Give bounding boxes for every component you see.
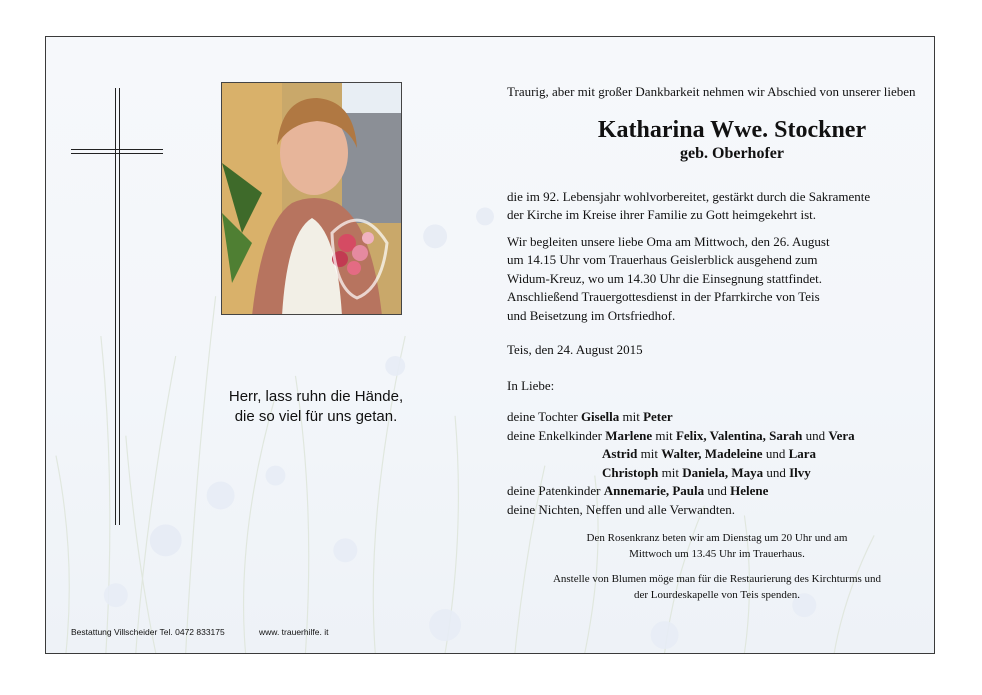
rosary-note (507, 530, 927, 562)
paragraph-line: Widum-Kreuz, wo um 14.30 Uhr die Einsegnung stattfindet. (507, 270, 823, 286)
deceased-name: Katharina Wwe. Stockner (597, 116, 867, 143)
note-line: Mittwoch um 13.45 Uhr im Trauerhaus. (629, 548, 805, 560)
paragraph-line: der Kirche im Kreise ihrer Familie zu Gott heimgekehrt ist. (507, 207, 817, 222)
family-line: deine Nichten, Neffen und alle Verwandten. (507, 501, 736, 517)
note-line: Anstelle von Blumen möge man für die Restaurierung des Kirchturms und (552, 573, 882, 585)
paragraph-line: die im 92. Lebensjahr wohlvorbereitet, gestärkt durch die Sakramente (507, 188, 871, 204)
family-line: deine Enkelkinder Marlene mit Felix, Valentina, Sarah und Vera (507, 427, 855, 443)
intro-text: Traurig, aber mit großer Dankbarkeit nehmen wir Abschied von unserer lieben (507, 84, 916, 99)
note-line: Den Rosenkranz beten wir am Dienstag um 20 Uhr und am (586, 532, 848, 544)
in-love-label: In Liebe: (507, 377, 555, 393)
funeral-paragraph (507, 233, 927, 326)
website-link[interactable]: www. trauerhilfe. it (259, 627, 329, 637)
cross-horizontal-line (71, 149, 163, 150)
note-line: der Lourdeskapelle von Teis spenden. (633, 589, 801, 601)
portrait-photo (221, 82, 402, 315)
death-paragraph (507, 188, 927, 225)
paragraph-line: und Beisetzung im Ortsfriedhof. (507, 307, 676, 323)
cross-horizontal-line (71, 153, 163, 154)
family-line: deine Tochter Gisella mit Peter (507, 409, 673, 424)
place-date: Teis, den 24. August 2015 (507, 342, 643, 357)
paragraph-line: Anschließend Trauergottesdienst in der Pfarrkirche von Teis (507, 289, 820, 304)
donation-note (507, 571, 927, 603)
birth-name: geb. Oberhofer (680, 144, 784, 162)
notice-text (507, 83, 927, 603)
undertaker-info: Bestattung Villscheider Tel. 0472 833175 (71, 627, 225, 637)
verse-line: die so viel für uns getan. (234, 408, 398, 425)
verse (196, 387, 436, 427)
obituary-card (45, 36, 935, 654)
family-line: Christoph mit Daniela, Maya und Ilvy (602, 464, 811, 480)
verse-line: Herr, lass ruhn die Hände, (228, 388, 404, 405)
paragraph-line: um 14.15 Uhr vom Trauerhaus Geislerblick ausgehend zum (507, 252, 818, 267)
family-line: Astrid mit Walter, Madeleine und Lara (602, 446, 817, 461)
family-list (507, 408, 927, 519)
family-line: deine Patenkinder Annemarie, Paula und Helene (507, 483, 769, 498)
paragraph-line: Wir begleiten unsere liebe Oma am Mittwoch, den 26. August (507, 233, 830, 249)
